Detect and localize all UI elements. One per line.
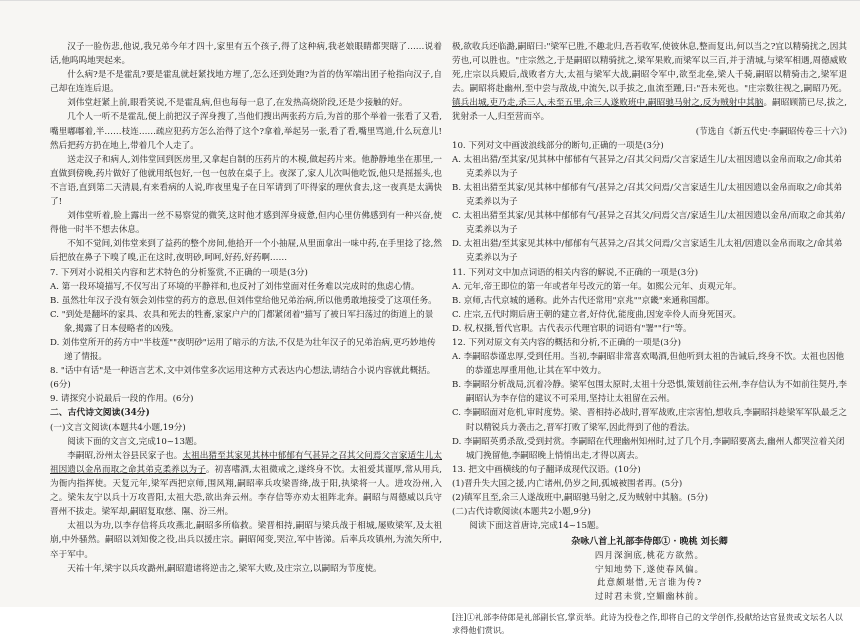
q7-option-a: A. 第一段环境描写,不仅写出了环境的平静祥和,也反衬了刘伟堂面对任务难以完成时的焦虑心情。: [50, 281, 420, 292]
q10-option-c: C. 太祖出猎至其家/见其林中郁郁有气/甚异之召其父/问焉父言/家适生儿/太祖因遗以金帛/而取之命其弟/克柔养以为子: [452, 211, 845, 236]
q11-option-d: D. 权,权摄,暂代官职。古代表示代理官职的词语有"署""行"等。: [452, 323, 692, 334]
question-11: 11. 下列对文中加点词语的相关内容的解说,不正确的一项是(3分): [452, 267, 699, 278]
story-paragraph: 几个人一听不是霍乱,便上前把汉子浑身搜了,当他们搜出两张药方后,为首的那个举着一张看了又看,嘴里嘟嘟着,半……枝连……疏应犯药方怎么治得了这个?拿着,举起另一张,看了看,嘴里骂道,什么玩意儿!然后把药方扔在地上,带着几个人走了。: [50, 112, 442, 151]
poem-footnote: [注]①礼部李侍郎是礼部副长官,掌贡举。此诗为投卷之作,即将自己的文学创作,投献给达官显贵或文坛名人以求得他们赏识。: [452, 611, 843, 635]
subsection-intro: 阅读下面这首唐诗,完成14~15题。: [469, 521, 605, 532]
classical-end: 。嗣昭顾箭已尽,拔之,犹射杀一人,归至营而卒。: [452, 98, 847, 123]
page-edge: [0, 0, 860, 1]
section-heading: 二、古代诗文阅读(34分): [50, 408, 150, 419]
poem-line: 四月深涧底,桃花方欲然。: [594, 551, 705, 562]
poem-line: 宁知地势下,遂使春风偏。: [594, 564, 705, 575]
question-12: 12. 下列对原文有关内容的概括和分析,不正确的一项是(3分): [452, 337, 681, 348]
story-paragraph: 什么病?是不是霍乱?要是霍乱就赶紧找地方埋了,怎么还到处跑?为首的伪军端出团子枪指向汉子,自己却在连连后退。: [50, 70, 442, 95]
classical-text: [452, 40, 847, 125]
classical-underlined-sentence: 镇兵出城,吏乃走,杀三人,未至五里,余三人遂败班中,嗣昭驰马射之,反为贼射中其脑: [452, 98, 764, 109]
q7-option-d: D. 刘伟堂所开的药方中"半枝莲""夜明砂"运用了暗示的方法,不仅是为壮年汉子的兄弟治病,更巧妙地传递了情报。: [50, 337, 436, 363]
classical-text: 太祖以为功,以李存信将兵攻燕北,嗣昭多所临救。梁晋相持,嗣昭与梁兵战于相城,屡败梁军,及太祖崩,中外骚然。嗣昭以刘知俊之役,出兵以援庄宗。嗣昭闻变,哭泣,军中皆涕。后率兵攻镇州,为流矢所中,卒于军中。: [50, 521, 442, 560]
subsection-heading: (二)古代诗歌阅读(本题共2小题,9分): [452, 507, 591, 518]
q11-option-c: C. 庄宗,五代时期后唐王朝的建立者,好侍优,能度曲,因宠幸伶人而身死国灭。: [452, 309, 742, 320]
poem-title: 杂咏八首上礼部李侍郎① · 晚桃 刘长卿: [571, 537, 728, 548]
right-column: [452, 40, 847, 635]
q11-option-a: A. 元年,帝王即位的第一年或者年号改元的第一年。如熙公元年、贞观元年。: [452, 281, 742, 292]
q10-option-b: B. 太祖出猎至其家/见其林中郁郁有气/甚异之/召其父问焉/父言家适生儿/太祖因遗以金帛而取之/命其弟克柔养以为子: [452, 182, 843, 208]
q7-option-b: B. 虽然壮年汉子没有领会刘伟堂的药方的意思,但刘伟堂给他兄弟治病,所以他勇敢地接受了这项任务。: [50, 295, 437, 306]
poem-line: 过时君未赏,空媚幽林前。: [594, 592, 705, 603]
classical-cont: 极,欲收兵还临潞,嗣昭曰:"梁军已胜,不趣北归,吾若收军,使彼休息,整而复出,何以当之?宜以精骑扰之,因其劳也,可以胜也。"庄宗然之,于是嗣昭以精骑扰之,梁军果败,而梁军以三百,并于清城,与梁军相遇,周德威败死,庄宗以兵殿后,战败者方大,太祖与梁军大战,嗣昭令军中,欲至北垒,梁人千骑,嗣昭以精骑击之,梁军退去。嗣昭将赴幽州,至中尝与敌战,中流矢,以手拔之,血流至踵,曰:"吾未死也。"庄宗数往视之,嗣昭乃死。: [452, 42, 847, 95]
q12-option-d: D. 李嗣昭英勇杀敌,受到封赏。李嗣昭在代理幽州知州时,过了几个月,李嗣昭要离去,幽州人都哭泣着关闭城门挽留他,李嗣昭晚上悄悄出走,才得以离去。: [452, 436, 845, 461]
classical-text: [50, 449, 442, 519]
classical-wavy-underline: 太祖出猎至其家见其林中郁郁有气甚异之召其父问焉父言家适生儿太祖因遗以金帛而取之命其弟克柔养以为子: [50, 450, 442, 476]
q13-item-1: (1)晋升失大国之援,内亡诸州,仍岁之间,孤城被围者再。(5分): [452, 478, 683, 489]
story-paragraph: 不知不觉间,刘伟堂来到了益药的整个房间,他拾开一个小抽屉,从里面拿出一味中药,在手里捻了捻,然后把放在鼻子下嗅了嗅,正在这时,夜明砂,呵呵,好药,好药啊……: [50, 239, 442, 264]
classical-text: 天祐十年,梁宇以兵攻潞州,嗣昭遣诸将逆击之,梁军大败,及庄宗立,以嗣昭为节度使。: [67, 563, 382, 574]
question-9: 9. 请探究小说最后一段的作用。(6分): [50, 394, 194, 405]
story-paragraph: 刘伟堂赶紧上前,眼看笑说,不是霍乱病,但也每每一息了,在发热高烧阶段,还是少接触的好。: [67, 98, 408, 109]
q13-item-2: (2)镇军且至,余三人遂战班中,嗣昭驰马射之,反为贼射中其脑。(5分): [452, 493, 708, 503]
question-13: 13. 把文中画横线的句子翻译成现代汉语。(10分): [452, 464, 641, 475]
classical-intro: 李嗣昭,汾州太谷县民家子也。: [67, 450, 183, 461]
subsection-intro: 阅读下面的文言文,完成10~13题。: [67, 436, 203, 447]
poem-line: 此意颇堪惜,无言谁为传?: [596, 578, 703, 589]
classical-rest: 。初喜嗜酒,太祖微戒之,遂终身不饮。太祖爱其谨厚,常从用兵,为衙内指挥使。天复元年,梁军西把京师,围风翔,嗣昭率兵攻梁晋绛,战于阳,执梁将一人。进攻汾州,入之。梁朱友宁以兵十万攻晋阳,太祖大恐,欲出奔云州。李存信等亦劝太祖阵北奔。嗣昭与周德威以兵守晋州不拔走。梁军却,嗣昭复取慈、隰、汾三州。: [50, 465, 442, 518]
question-7: 7. 下列对小说相关内容和艺术特色的分析鉴赏,不正确的一项是(3分): [50, 267, 308, 278]
q12-option-c: C. 李嗣昭面对危机,审时度势。梁、晋相持必战时,晋军战败,庄宗害怕,想收兵,李嗣昭抖趁梁军军队最乏之时以精锐兵力袭击之,晋军打败了梁军,因此得到了他的看法。: [452, 408, 847, 433]
q10-option-a: A. 太祖出猎/至其家/见其林中郁郁有气甚异之/召其父问焉/父言家适生儿/太祖因遗以金帛而取之/命其弟克柔养以为子: [452, 154, 842, 179]
story-paragraph: 刘伟堂听着,脸上露出一丝不易察觉的微笑,这时他才感到浑身疲惫,但内心里仿佛感到有一种兴奋,使得他一时半不想去休息。: [50, 211, 442, 236]
story-paragraph: 送走汉子和病人,刘伟堂回到医房里,又拿起自制的压药片的木模,做起药片来。他静静地坐在那里,一直做到傍晚,药片做好了他就用纸包好,一包一包放在桌子上。夜深了,家人儿次叫他吃饭,他只是摇摇头,也不言语,直到第二天清晨,有来看病的人说,昨夜里鬼子在日军请到了吓得家的理伙食去,这一夜真是太满快了!: [50, 154, 442, 208]
source-citation: (节选自《新五代史·李嗣昭传卷三十六》): [695, 126, 847, 137]
q12-option-a: A. 李嗣昭恭谨忠厚,受到任用。当初,李嗣昭非常喜欢喝酒,但他听到太祖的告诫后,终身不饮。太祖也因他的恭谨忠厚重用他,让其在军中效力。: [452, 352, 845, 377]
q10-option-d: D. 太祖出猎/至其家见其林中/郁郁有气甚异之/召其父问焉/父言家适生儿太祖/因遗以金帛而取之/命其弟克柔养以为子: [452, 239, 843, 264]
q7-option-c: C. "到处是翻坏的家具、农具和死去的牲畜,家家户户的门都紧闭着"描写了被日军扫荡过的街道上的景象,揭露了日本侵略者的凶残。: [50, 309, 434, 334]
q12-option-b: B. 李嗣昭分析战局,沉着冷静。梁军包围太原时,太祖十分恐惧,策划前往云州,李存信认为不如前往契丹,李嗣昭认为李存信的建议不可采用,坚持让太祖留在云州。: [452, 380, 847, 405]
question-10: 10. 下列对文中画波浪线部分的断句,正确的一项是(3分): [452, 140, 664, 151]
story-paragraph: 汉子一脸伤悲,他说,我兄弟今年才四十,家里有五个孩子,得了这种病,我老娘眼睛都哭瞎了……说着话,他呜呜地哭起来。: [50, 42, 442, 67]
subsection-heading: (一)文言文阅读(本题共4小题,19分): [50, 422, 186, 433]
left-column: [50, 40, 442, 601]
question-8: 8. "话中有话"是一种语言艺术,文中刘伟堂多次运用这种方式表达内心想法,请结合小说内容就此概括。(6分): [50, 366, 436, 391]
q11-option-b: B. 京师,古代京城的通称。此外古代还常用"京兆""京畿"来通称国都。: [452, 295, 715, 306]
